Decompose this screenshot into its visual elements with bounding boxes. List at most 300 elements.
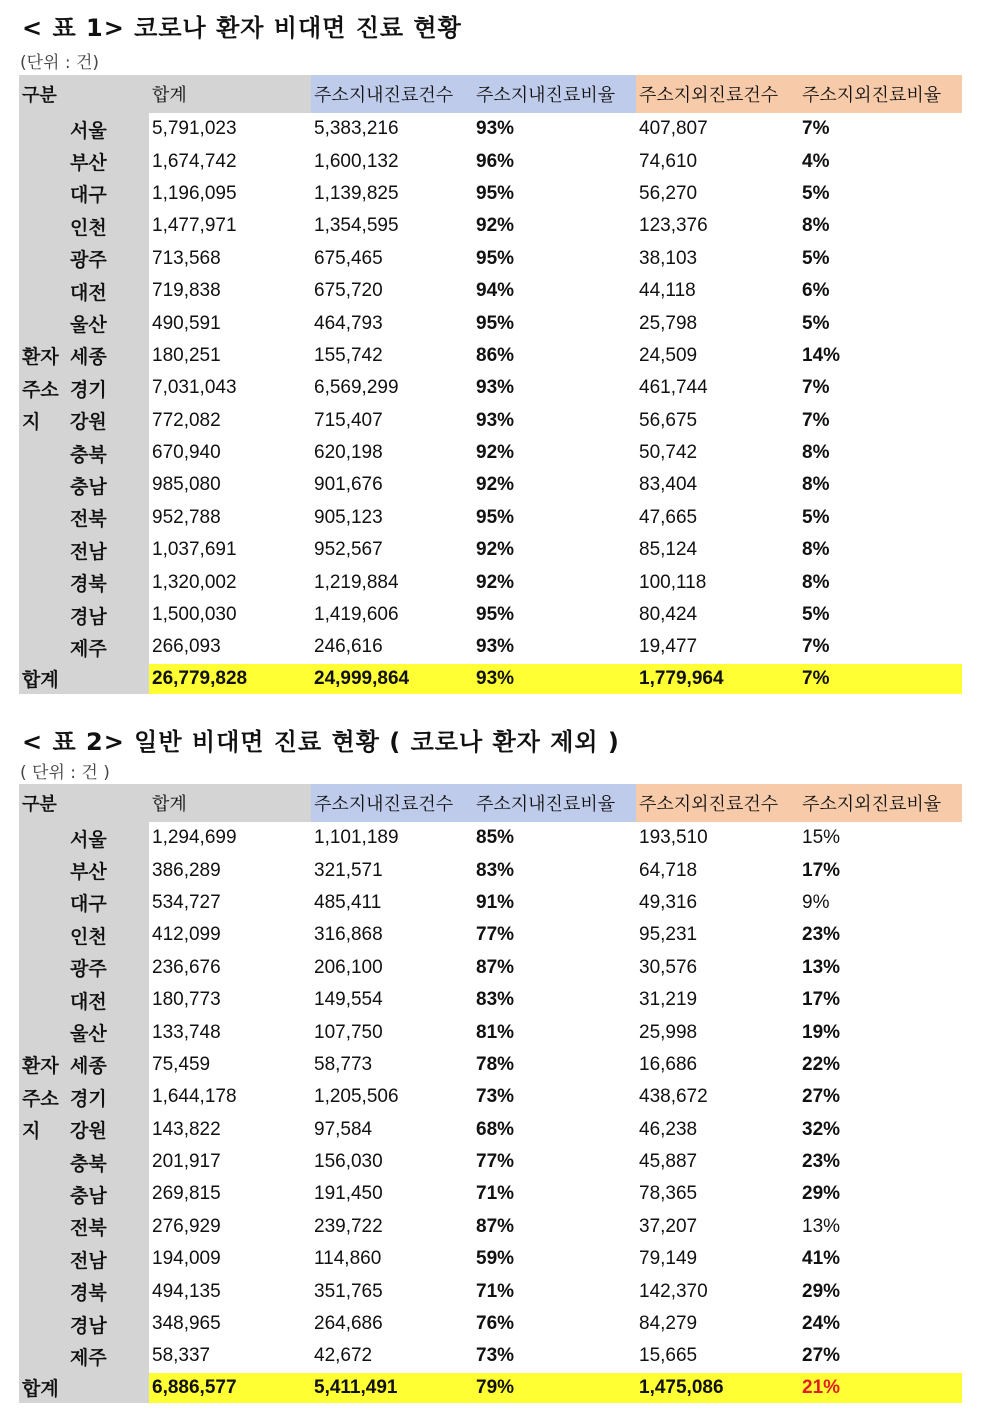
- total-value: 1,500,030: [152, 604, 237, 626]
- out-ratio-value: 5%: [802, 506, 830, 528]
- total-value: 348,965: [152, 1313, 221, 1335]
- in-ratio-value: 78%: [476, 1053, 515, 1075]
- sum-in-count: 24,999,864: [311, 664, 473, 694]
- table-row: [19, 1081, 962, 1113]
- table2: [19, 784, 962, 1403]
- out-count-value: 85,124: [639, 539, 698, 561]
- table1-unit: (단위 : 건): [20, 53, 100, 73]
- out-count-value: 74,610: [639, 150, 698, 172]
- in-ratio-value: 92%: [476, 215, 515, 237]
- out-count-value: 47,665: [639, 506, 698, 528]
- out-count-value: 46,238: [639, 1118, 698, 1140]
- region-name: 전남: [67, 1243, 149, 1275]
- out-ratio-value: 27%: [802, 1345, 841, 1367]
- group-label: [19, 854, 67, 886]
- in-count-value: 5,383,216: [314, 118, 399, 140]
- total-value: 180,773: [152, 989, 221, 1011]
- in-count-value: 149,554: [314, 989, 383, 1011]
- total-value: 386,289: [152, 859, 221, 881]
- in-ratio-value: 59%: [476, 1248, 515, 1270]
- in-ratio-value: 85%: [476, 827, 515, 849]
- total-value: 670,940: [152, 442, 221, 464]
- group-label: [19, 1211, 67, 1243]
- table-row: [19, 1340, 962, 1372]
- table-row: [19, 1114, 962, 1146]
- in-ratio-value: 71%: [476, 1280, 515, 1302]
- table-row: [19, 566, 962, 598]
- in-ratio-value: 87%: [476, 1215, 515, 1237]
- table-row: [19, 1243, 962, 1275]
- total-value: 276,929: [152, 1215, 221, 1237]
- out-count-value: 79,149: [639, 1248, 698, 1270]
- table1-title: < 표 1> 코로나 환자 비대면 진료 현황: [22, 14, 462, 42]
- total-value: 1,477,971: [152, 215, 237, 237]
- total-value: 534,727: [152, 891, 221, 913]
- in-count-value: 1,219,884: [314, 571, 399, 593]
- table-row: [19, 340, 962, 372]
- header-total: 합계: [149, 784, 311, 822]
- region-name: 대전: [67, 275, 149, 307]
- total-value: 494,135: [152, 1280, 221, 1302]
- region-name: 부산: [67, 854, 149, 886]
- in-ratio-value: 77%: [476, 924, 515, 946]
- in-ratio-value: 93%: [476, 636, 515, 658]
- in-count-value: 114,860: [314, 1248, 382, 1270]
- in-ratio-value: 83%: [476, 989, 515, 1011]
- region-name: 세종: [67, 1049, 149, 1081]
- table-row: [19, 405, 962, 437]
- table-row: [19, 1178, 962, 1210]
- sum-in-ratio: 93%: [473, 664, 636, 694]
- total-value: 490,591: [152, 312, 221, 334]
- total-value: 269,815: [152, 1183, 221, 1205]
- table-row: [19, 469, 962, 501]
- table-row: [19, 599, 962, 631]
- out-ratio-value: 29%: [802, 1280, 841, 1302]
- in-ratio-value: 68%: [476, 1118, 515, 1140]
- in-count-value: 1,419,606: [314, 604, 399, 626]
- in-count-value: 42,672: [314, 1345, 373, 1367]
- out-count-value: 95,231: [639, 924, 698, 946]
- header-in-ratio: 주소지내진료비율: [473, 75, 636, 113]
- out-ratio-value: 7%: [802, 409, 830, 431]
- out-count-value: 19,477: [639, 636, 698, 658]
- in-count-value: 1,139,825: [314, 182, 399, 204]
- group-label: [19, 952, 67, 984]
- out-count-value: 438,672: [639, 1086, 708, 1108]
- region-name: 대전: [67, 984, 149, 1016]
- table1: [19, 75, 962, 694]
- in-count-value: 485,411: [314, 891, 382, 913]
- in-ratio-value: 73%: [476, 1086, 515, 1108]
- group-label: [19, 243, 67, 275]
- header-row: [19, 784, 962, 822]
- sum-row: [19, 1373, 962, 1403]
- sum-total: 26,779,828: [149, 664, 311, 694]
- total-value: 236,676: [152, 956, 221, 978]
- total-value: 1,644,178: [152, 1086, 237, 1108]
- in-count-value: 107,750: [314, 1021, 383, 1043]
- out-count-value: 15,665: [639, 1345, 698, 1367]
- header-out-ratio: 주소지외진료비율: [799, 75, 962, 113]
- region-name: 울산: [67, 307, 149, 339]
- in-count-value: 901,676: [314, 474, 383, 496]
- region-name: 충북: [67, 437, 149, 469]
- header-in-count: 주소지내진료건수: [311, 75, 473, 113]
- sum-out-ratio: 21%: [799, 1373, 962, 1403]
- out-ratio-value: 7%: [802, 636, 830, 658]
- region-name: 경남: [67, 1308, 149, 1340]
- out-count-value: 25,798: [639, 312, 698, 334]
- group-label: [19, 1308, 67, 1340]
- group-label: [19, 566, 67, 598]
- out-ratio-value: 24%: [802, 1313, 841, 1335]
- header-out-count: 주소지외진료건수: [636, 784, 799, 822]
- out-ratio-value: 13%: [802, 956, 841, 978]
- in-ratio-value: 95%: [476, 312, 515, 334]
- group-label: [19, 275, 67, 307]
- in-ratio-value: 92%: [476, 571, 515, 593]
- in-ratio-value: 95%: [476, 247, 515, 269]
- out-count-value: 78,365: [639, 1183, 698, 1205]
- region-name: 인천: [67, 210, 149, 242]
- region-name: 충남: [67, 469, 149, 501]
- in-ratio-value: 93%: [476, 409, 515, 431]
- sum-out-ratio: 7%: [799, 664, 962, 694]
- total-value: 1,674,742: [152, 150, 237, 172]
- out-ratio-value: 5%: [802, 247, 830, 269]
- in-ratio-value: 92%: [476, 442, 515, 464]
- in-ratio-value: 91%: [476, 891, 515, 913]
- total-value: 5,791,023: [152, 118, 237, 140]
- out-ratio-value: 41%: [802, 1248, 841, 1270]
- out-count-value: 31,219: [639, 989, 698, 1011]
- region-name: 전남: [67, 534, 149, 566]
- total-value: 7,031,043: [152, 377, 237, 399]
- in-count-value: 1,205,506: [314, 1086, 399, 1108]
- total-value: 719,838: [152, 280, 221, 302]
- out-count-value: 83,404: [639, 474, 698, 496]
- in-count-value: 264,686: [314, 1313, 383, 1335]
- total-value: 713,568: [152, 247, 221, 269]
- total-value: 952,788: [152, 506, 221, 528]
- table2-title: < 표 2> 일반 비대면 진료 현황 ( 코로나 환자 제외 ): [22, 728, 620, 756]
- table-row: [19, 307, 962, 339]
- total-value: 266,093: [152, 636, 221, 658]
- total-value: 133,748: [152, 1021, 221, 1043]
- total-value: 1,320,002: [152, 571, 237, 593]
- sum-label: 합계: [19, 1373, 149, 1403]
- out-ratio-value: 8%: [802, 474, 830, 496]
- header-in-count: 주소지내진료건수: [311, 784, 473, 822]
- in-ratio-value: 81%: [476, 1021, 515, 1043]
- out-count-value: 56,675: [639, 409, 698, 431]
- out-ratio-value: 22%: [802, 1053, 841, 1075]
- table-row: [19, 502, 962, 534]
- region-name: 제주: [67, 631, 149, 663]
- out-count-value: 461,744: [639, 377, 708, 399]
- sum-total: 6,886,577: [149, 1373, 311, 1403]
- out-ratio-value: 19%: [802, 1021, 841, 1043]
- group-label: [19, 631, 67, 663]
- table-row: [19, 275, 962, 307]
- out-count-value: 193,510: [639, 827, 708, 849]
- group-label: [19, 599, 67, 631]
- out-ratio-value: 8%: [802, 539, 830, 561]
- region-name: 충남: [67, 1178, 149, 1210]
- group-label: 환자: [19, 340, 67, 372]
- table-row: [19, 1275, 962, 1307]
- out-count-value: 44,118: [639, 280, 696, 302]
- table-row: [19, 1211, 962, 1243]
- table-row: [19, 887, 962, 919]
- group-label: 주소: [19, 1081, 67, 1113]
- in-ratio-value: 95%: [476, 506, 515, 528]
- in-count-value: 1,101,189: [314, 827, 399, 849]
- table-row: [19, 919, 962, 951]
- in-ratio-value: 93%: [476, 377, 515, 399]
- region-name: 전북: [67, 502, 149, 534]
- table-row: [19, 1049, 962, 1081]
- region-name: 경기: [67, 372, 149, 404]
- group-label: 지: [19, 1114, 67, 1146]
- out-ratio-value: 5%: [802, 312, 830, 334]
- total-value: 772,082: [152, 409, 221, 431]
- group-label: [19, 178, 67, 210]
- in-count-value: 715,407: [314, 409, 383, 431]
- group-label: [19, 1016, 67, 1048]
- out-ratio-value: 5%: [802, 182, 830, 204]
- out-count-value: 100,118: [639, 571, 707, 593]
- region-name: 울산: [67, 1016, 149, 1048]
- in-count-value: 464,793: [314, 312, 383, 334]
- out-count-value: 84,279: [639, 1313, 698, 1335]
- out-ratio-value: 5%: [802, 604, 830, 626]
- region-name: 경북: [67, 1275, 149, 1307]
- in-count-value: 1,600,132: [314, 150, 399, 172]
- in-count-value: 321,571: [314, 859, 383, 881]
- region-name: 경남: [67, 599, 149, 631]
- in-ratio-value: 96%: [476, 150, 515, 172]
- out-ratio-value: 27%: [802, 1086, 841, 1108]
- in-ratio-value: 77%: [476, 1151, 515, 1173]
- group-label: [19, 1243, 67, 1275]
- group-label: [19, 919, 67, 951]
- group-label: [19, 1178, 67, 1210]
- table-row: [19, 822, 962, 854]
- out-ratio-value: 14%: [802, 344, 841, 366]
- header-out-ratio: 주소지외진료비율: [799, 784, 962, 822]
- in-ratio-value: 86%: [476, 344, 515, 366]
- group-label: [19, 113, 67, 145]
- region-name: 강원: [67, 1114, 149, 1146]
- header-out-count: 주소지외진료건수: [636, 75, 799, 113]
- out-ratio-value: 17%: [802, 989, 841, 1011]
- out-ratio-value: 4%: [802, 150, 830, 172]
- group-label: [19, 210, 67, 242]
- in-count-value: 97,584: [314, 1118, 373, 1140]
- total-value: 143,822: [152, 1118, 221, 1140]
- region-name: 서울: [67, 113, 149, 145]
- in-count-value: 191,450: [314, 1183, 383, 1205]
- in-ratio-value: 83%: [476, 859, 515, 881]
- table-row: [19, 243, 962, 275]
- table-row: [19, 534, 962, 566]
- region-name: 강원: [67, 405, 149, 437]
- table-row: [19, 854, 962, 886]
- out-ratio-value: 7%: [802, 118, 830, 140]
- out-ratio-value: 23%: [802, 1151, 841, 1173]
- in-count-value: 675,465: [314, 247, 383, 269]
- out-ratio-value: 8%: [802, 571, 830, 593]
- table2-unit: ( 단위 : 건 ): [20, 763, 110, 783]
- out-ratio-value: 15%: [802, 827, 841, 849]
- total-value: 194,009: [152, 1248, 221, 1270]
- sum-in-count: 5,411,491: [311, 1373, 473, 1403]
- in-count-value: 156,030: [314, 1151, 383, 1173]
- total-value: 75,459: [152, 1053, 211, 1075]
- sum-out-count: 1,779,964: [636, 664, 799, 694]
- table-row: [19, 631, 962, 663]
- out-count-value: 123,376: [639, 215, 708, 237]
- table-row: [19, 372, 962, 404]
- in-ratio-value: 92%: [476, 474, 515, 496]
- header-category: 구분: [19, 75, 149, 113]
- table-row: [19, 952, 962, 984]
- group-label: [19, 502, 67, 534]
- out-count-value: 64,718: [639, 859, 698, 881]
- header-in-ratio: 주소지내진료비율: [473, 784, 636, 822]
- table-row: [19, 145, 962, 177]
- in-count-value: 239,722: [314, 1215, 383, 1237]
- table-row: [19, 984, 962, 1016]
- sum-label: 합계: [19, 664, 149, 694]
- region-name: 경기: [67, 1081, 149, 1113]
- in-count-value: 1,354,595: [314, 215, 399, 237]
- region-name: 광주: [67, 952, 149, 984]
- sum-in-ratio: 79%: [473, 1373, 636, 1403]
- in-count-value: 246,616: [314, 636, 383, 658]
- region-name: 세종: [67, 340, 149, 372]
- table-row: [19, 1146, 962, 1178]
- out-count-value: 37,207: [639, 1215, 698, 1237]
- out-count-value: 38,103: [639, 247, 698, 269]
- group-label: [19, 822, 67, 854]
- region-name: 인천: [67, 919, 149, 951]
- out-count-value: 50,742: [639, 442, 698, 464]
- group-label: [19, 307, 67, 339]
- sum-row: [19, 664, 962, 694]
- out-ratio-value: 32%: [802, 1118, 841, 1140]
- out-ratio-value: 8%: [802, 215, 830, 237]
- group-label: [19, 469, 67, 501]
- out-ratio-value: 9%: [802, 891, 830, 913]
- out-count-value: 56,270: [639, 182, 698, 204]
- region-name: 부산: [67, 145, 149, 177]
- group-label: [19, 1275, 67, 1307]
- out-count-value: 16,686: [639, 1053, 698, 1075]
- group-label: 지: [19, 405, 67, 437]
- group-label: [19, 145, 67, 177]
- in-count-value: 905,123: [314, 506, 383, 528]
- out-count-value: 407,807: [639, 118, 708, 140]
- in-ratio-value: 95%: [476, 182, 515, 204]
- region-name: 경북: [67, 566, 149, 598]
- out-ratio-value: 8%: [802, 442, 830, 464]
- out-count-value: 24,509: [639, 344, 698, 366]
- header-category: 구분: [19, 784, 149, 822]
- total-value: 1,294,699: [152, 827, 237, 849]
- region-name: 대구: [67, 178, 149, 210]
- region-name: 대구: [67, 887, 149, 919]
- out-ratio-value: 29%: [802, 1183, 841, 1205]
- region-name: 서울: [67, 822, 149, 854]
- out-count-value: 142,370: [639, 1280, 708, 1302]
- total-value: 1,037,691: [152, 539, 237, 561]
- total-value: 985,080: [152, 474, 221, 496]
- table-row: [19, 1308, 962, 1340]
- in-ratio-value: 93%: [476, 118, 515, 140]
- out-count-value: 45,887: [639, 1151, 698, 1173]
- in-count-value: 155,742: [314, 344, 383, 366]
- table-row: [19, 113, 962, 145]
- in-ratio-value: 73%: [476, 1345, 515, 1367]
- in-ratio-value: 95%: [476, 604, 515, 626]
- table-row: [19, 1016, 962, 1048]
- region-name: 제주: [67, 1340, 149, 1372]
- in-count-value: 206,100: [314, 956, 383, 978]
- in-ratio-value: 94%: [476, 280, 515, 302]
- total-value: 201,917: [152, 1151, 221, 1173]
- out-ratio-value: 23%: [802, 924, 841, 946]
- region-name: 광주: [67, 243, 149, 275]
- total-value: 412,099: [152, 924, 221, 946]
- out-ratio-value: 7%: [802, 377, 830, 399]
- group-label: [19, 887, 67, 919]
- table-row: [19, 437, 962, 469]
- in-count-value: 351,765: [314, 1280, 383, 1302]
- out-count-value: 80,424: [639, 604, 698, 626]
- out-ratio-value: 6%: [802, 280, 830, 302]
- group-label: 환자: [19, 1049, 67, 1081]
- group-label: [19, 1146, 67, 1178]
- in-ratio-value: 71%: [476, 1183, 515, 1205]
- in-count-value: 952,567: [314, 539, 383, 561]
- in-ratio-value: 92%: [476, 539, 515, 561]
- out-ratio-value: 13%: [802, 1215, 841, 1237]
- region-name: 전북: [67, 1211, 149, 1243]
- table-row: [19, 210, 962, 242]
- header-row: [19, 75, 962, 113]
- in-count-value: 6,569,299: [314, 377, 399, 399]
- out-count-value: 25,998: [639, 1021, 698, 1043]
- sum-out-count: 1,475,086: [636, 1373, 799, 1403]
- in-count-value: 675,720: [314, 280, 383, 302]
- in-ratio-value: 76%: [476, 1313, 515, 1335]
- out-count-value: 49,316: [639, 891, 698, 913]
- out-count-value: 30,576: [639, 956, 698, 978]
- group-label: [19, 534, 67, 566]
- in-count-value: 620,198: [314, 442, 383, 464]
- region-name: 충북: [67, 1146, 149, 1178]
- total-value: 1,196,095: [152, 182, 237, 204]
- in-ratio-value: 87%: [476, 956, 515, 978]
- in-count-value: 58,773: [314, 1053, 373, 1075]
- group-label: 주소: [19, 372, 67, 404]
- total-value: 180,251: [152, 344, 221, 366]
- group-label: [19, 984, 67, 1016]
- out-ratio-value: 17%: [802, 859, 841, 881]
